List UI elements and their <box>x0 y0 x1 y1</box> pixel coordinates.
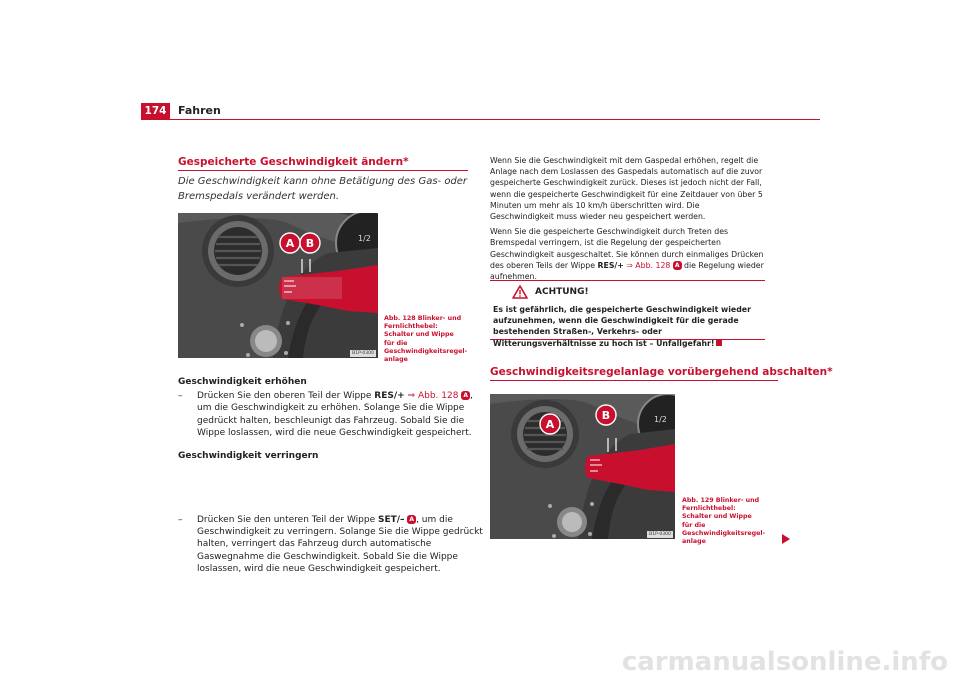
warning-text: Es ist gefährlich, die gespeicherte Geschwindigkeit wieder aufzunehmen, wenn die Geschwindigkeit für die gerade bestehenden Straßen-, Verkehrs- oder Witterungsverhältnisse zu hoch ist – Unfallgefahr! <box>493 305 751 348</box>
key-res-plus: RES/+ <box>597 260 624 270</box>
figure-129-caption: Abb. 129 Blinker- und Fernlichthebel: Schalter und Wippe für die Geschwindigkeitsregel-anlage <box>682 497 766 546</box>
footer-watermark-bar <box>0 640 960 678</box>
watermark-logo <box>0 640 960 678</box>
right-column-text <box>490 155 765 286</box>
section-title-change-speed: Gespeicherte Geschwindigkeit ändern* <box>178 156 409 168</box>
steering-lever-illustration <box>490 394 675 539</box>
heading-increase-speed: Geschwindigkeit erhöhen <box>178 377 307 387</box>
heading-decrease-speed: Geschwindigkeit verringern <box>178 451 319 461</box>
figure-code: B1P-0300 <box>352 351 374 356</box>
section-rule <box>178 170 468 171</box>
figure-128 <box>178 213 378 358</box>
section-rule <box>490 380 778 381</box>
next-page-arrow-icon[interactable] <box>781 533 791 545</box>
svg-text:1/2: 1/2 <box>358 234 371 243</box>
section-lead: Die Geschwindigkeit kann ohne Betätigung des Gas- oder Bremspedals verändert werden. <box>178 176 468 202</box>
figure-label-a: A <box>285 237 295 250</box>
warning-box <box>490 280 765 348</box>
paragraph-gas-pedal: Wenn Sie die Geschwindigkeit mit dem Gaspedal erhöhen, regelt die Anlage nach dem Loslassen des Gaspedals automatisch auf die zuvor gespeicherte Geschwindigkeit zurück. Dieses ist jedoch nicht der Fall, wenn die gespeicherte Geschwindigkeit für eine Zeitdauer von über 5 Minuten um mehr als 10 km/h überschritten wird. Die Geschwindigkeit muss wieder neu gespeichert werden. <box>490 156 763 222</box>
figure-reference[interactable]: ⇒ Abb. 128 <box>626 260 671 270</box>
page-number: 174 <box>141 103 170 120</box>
chapter-title: Fahren <box>178 104 221 117</box>
callout-badge-a: A <box>463 392 468 399</box>
figure-128-caption: Abb. 128 Blinker- und Fernlichthebel: Schalter und Wippe für die Geschwindigkeitsregel-anlage <box>384 315 468 364</box>
callout-badge-a: A <box>674 261 680 269</box>
figure-reference[interactable]: ⇒ Abb. 128 <box>407 391 459 401</box>
key-res-plus: RES/+ <box>374 391 405 401</box>
end-of-section-marker <box>716 340 722 346</box>
section-title-disable-cruise: Geschwindigkeitsregelanlage vorübergehend abschalten* <box>490 366 833 378</box>
figure-label-b: B <box>601 409 611 422</box>
instruction-increase: – Drücken Sie den oberen Teil der Wippe RES/+ ⇒ Abb. 128 A , um die Geschwindigkeit zu erhöhen. Solange Sie die Wippe gedrückt halten, beschleunigt das Fahrzeug. Sobald Sie die Wippe loslassen, wird die neue Geschwindigkeit gespeichert. <box>178 391 473 439</box>
steering-lever-illustration <box>178 213 378 358</box>
list-dash: – <box>178 514 183 525</box>
warning-triangle-icon <box>512 285 528 299</box>
instruction-decrease: – Drücken Sie den unteren Teil der Wippe SET/– A , um die Geschwindigkeit zu verringern. Solange Sie die Wippe gedrückt halten, verringert das Fahrzeug durch automatische Gaswegnahme die Geschwindigkeit. Sobald Sie die Wippe loslassen, wird die neue Geschwindigkeit gespeichert. <box>178 514 483 575</box>
figure-code: B1P-0300 <box>649 532 671 537</box>
key-set-minus: SET/– <box>377 514 405 525</box>
figure-129 <box>490 394 675 539</box>
figure-label-a: A <box>545 418 555 431</box>
watermark-text: carmanualsonline.info <box>621 647 948 677</box>
callout-badge-a: A <box>409 515 415 523</box>
figure-label-b: B <box>305 237 315 250</box>
paragraph-brake-pedal: Wenn Sie die gespeicherte Geschwindigkeit durch Treten des Bremspedal verringern, ist die Regelung der gespeicherten Geschwindigkeit ausgeschaltet. Sie können durch einmaliges Drücken des oberen Teils der Wippe RES/+ ⇒ Abb. 128 A die Regelung wieder aufnehmen. <box>490 227 764 282</box>
warning-heading: ACHTUNG! <box>535 287 589 297</box>
list-dash: – <box>178 391 183 401</box>
svg-text:1/2: 1/2 <box>654 415 667 424</box>
header-rule <box>170 119 820 120</box>
